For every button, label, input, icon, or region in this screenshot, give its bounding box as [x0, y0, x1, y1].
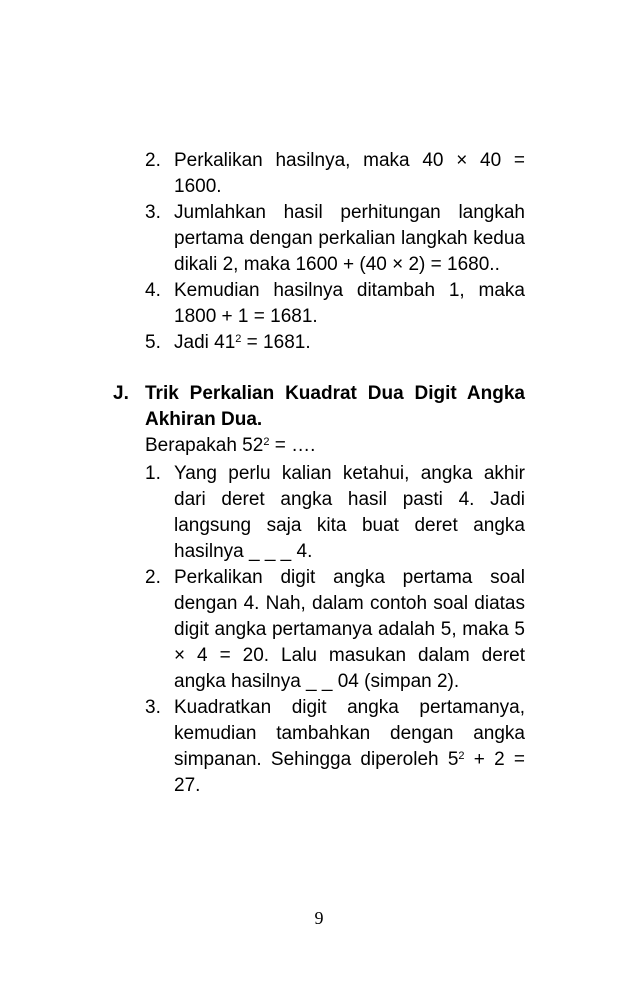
question-after: = …. — [269, 435, 316, 456]
superscript: 2 — [458, 750, 465, 762]
question-superscript: 2 — [263, 436, 270, 448]
list-number: 2. — [145, 567, 161, 588]
list-number: 3. — [145, 697, 161, 718]
section-j — [113, 381, 525, 799]
list-number: 3. — [145, 202, 161, 223]
list-item — [145, 200, 525, 278]
steps-list — [145, 461, 525, 799]
text-after: + 2 = 27. — [174, 749, 525, 796]
text-before: Kuadratkan digit angka pertamanya, kemudian tambahkan dengan angka simpanan. Sehingga diperoleh 5 — [174, 697, 525, 770]
superscript: 2 — [235, 333, 242, 345]
list-text — [174, 330, 525, 356]
section-letter: J. — [113, 383, 129, 404]
list-text: Perkalikan digit angka pertama soal dengan 4. Nah, dalam contoh soal diatas digit angka pertamanya adalah 5, maka 5 × 4 = 20. Lalu masukan dalam deret angka hasilnya _ _ 04 (simpan 2). — [174, 567, 525, 692]
list-item — [145, 565, 525, 695]
text-before: Jadi 41 — [174, 332, 236, 353]
list-item — [145, 278, 525, 330]
list-item — [145, 330, 525, 356]
list-number: 4. — [145, 280, 161, 301]
list-text: Kemudian hasilnya ditambah 1, maka 1800 + 1 = 1681. — [174, 280, 525, 327]
question-before: Berapakah 52 — [145, 435, 264, 456]
page-number: 9 — [314, 908, 324, 928]
list-number: 2. — [145, 150, 161, 171]
section-title: Trik Perkalian Kuadrat Dua Digit Angka Akhiran Dua. — [145, 383, 525, 430]
continued-steps-list — [145, 148, 525, 356]
question-text — [145, 433, 525, 459]
list-item — [145, 461, 525, 565]
list-text: Jumlahkan hasil perhitungan langkah pertama dengan perkalian langkah kedua dikali 2, maka 1600 + (40 × 2) = 1680.. — [174, 202, 525, 275]
list-item — [145, 148, 525, 200]
list-number: 5. — [145, 332, 161, 353]
list-text — [174, 695, 525, 799]
list-number: 1. — [145, 463, 161, 484]
text-after: = 1681. — [241, 332, 311, 353]
list-text: Yang perlu kalian ketahui, angka akhir dari deret angka hasil pasti 4. Jadi langsung saja kita buat deret angka hasilnya _ _ _ 4. — [174, 463, 525, 562]
list-text: Perkalikan hasilnya, maka 40 × 40 = 1600. — [174, 150, 525, 197]
list-item — [145, 695, 525, 799]
